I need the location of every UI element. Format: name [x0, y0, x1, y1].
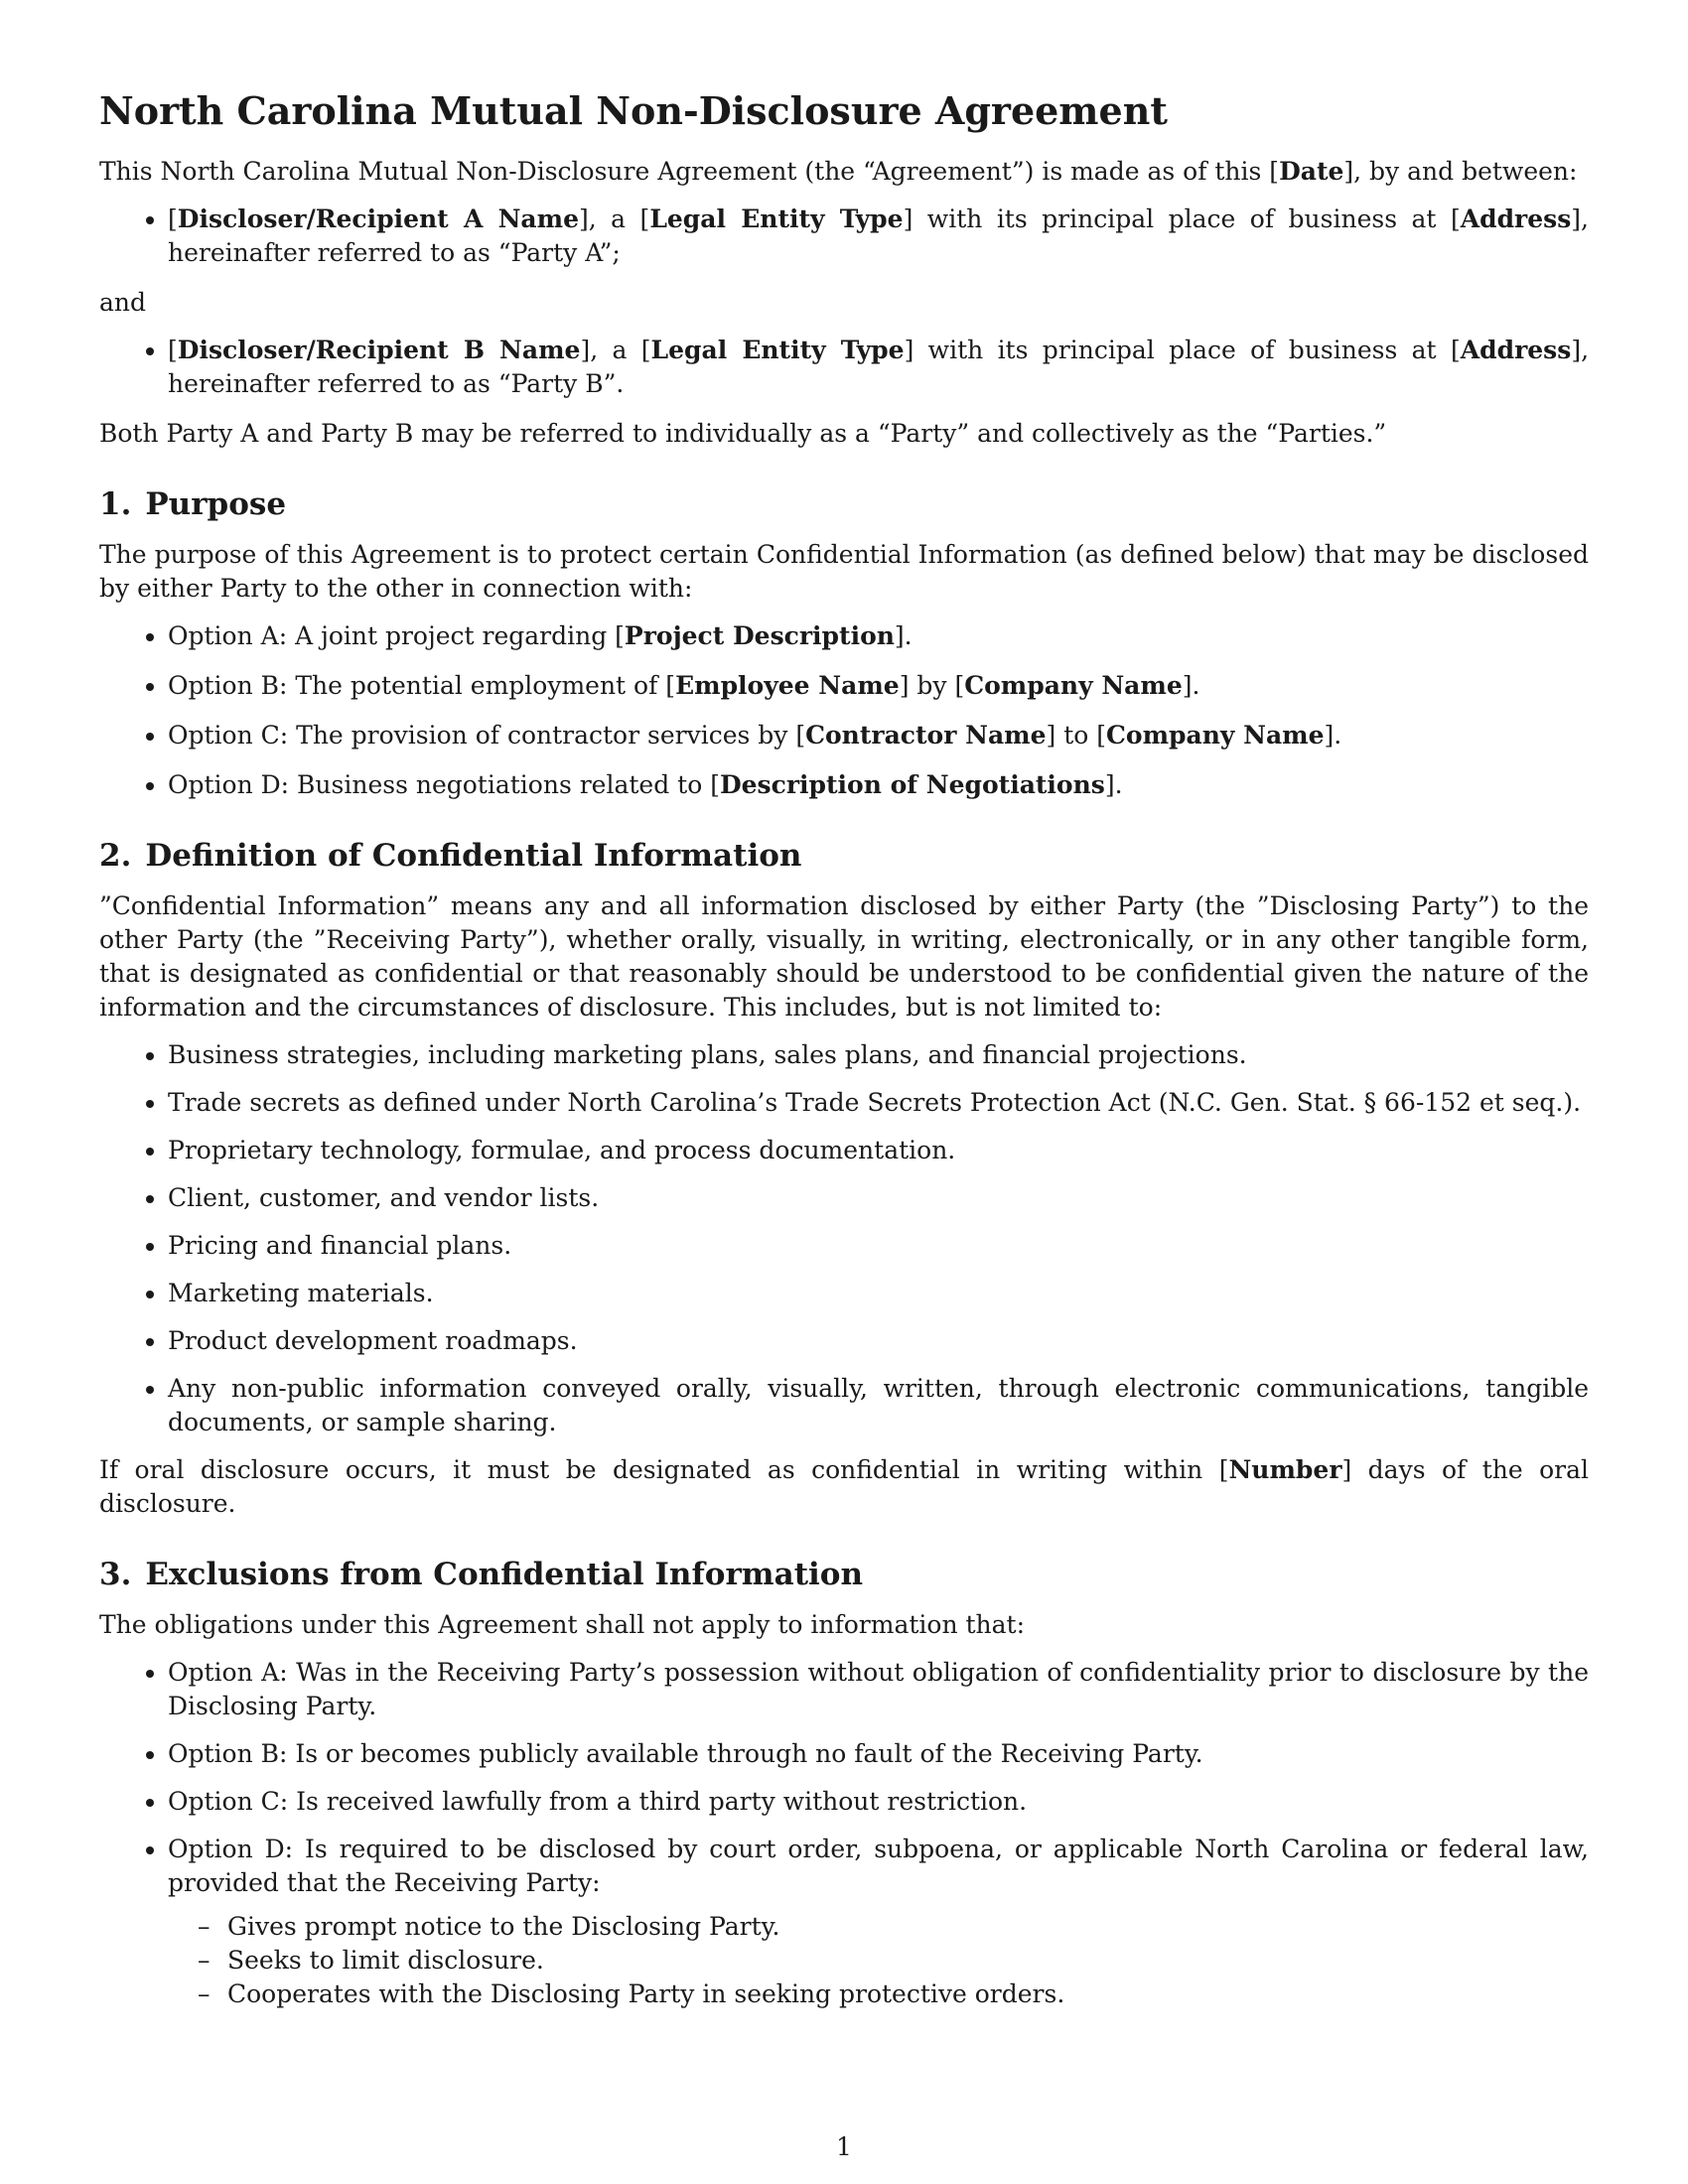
purpose-option-d: • Option D: Business negotiations related to [Description of Negotiations]. — [168, 768, 1589, 802]
list-item: • Option C: Is received lawfully from a third party without restriction. — [168, 1785, 1589, 1819]
party-b-address: Address — [1460, 336, 1572, 364]
oral-disclosure-paragraph: If oral disclosure occurs, it must be designated as confidential in writing within [Number] days of the oral disclosure. — [99, 1455, 1589, 1518]
purpose-option-a: • Option A: A joint project regarding [Project Description]. — [168, 619, 1589, 653]
section-3-heading: 3. Exclusions from Confidential Information — [99, 1557, 864, 1592]
document-title: North Carolina Mutual Non-Disclosure Agreement — [99, 88, 1168, 133]
list-item: • Option B: Is or becomes publicly available through no fault of the Receiving Party. — [168, 1737, 1589, 1771]
list-item: • Trade secrets as defined under North Carolina’s Trade Secrets Protection Act (N.C. Gen. Stat. § 66-152 et seq.). — [168, 1086, 1589, 1120]
party-b-entity: Legal Entity Type — [650, 336, 905, 364]
section-1-options — [99, 619, 1589, 802]
section-2-heading: 2. Definition of Confidential Information — [99, 838, 802, 874]
list-item: • Option D: Is required to be disclosed by court order, subpoena, or applicable North Carolina or federal law, provided that the Receiving Party: – Gives prompt notice to the Disclosing Party. – Seeks to limit disclosure. – Cooperates with the Disclosing Party in seeking protective orders. — [168, 1833, 1589, 2011]
list-item: • Any non-public information conveyed orally, visually, written, through electronic communications, tangible documents, or sample sharing. — [168, 1372, 1589, 1439]
party-a-entity: Legal Entity Type — [649, 205, 904, 233]
and-text: and — [99, 288, 147, 317]
sub-list-item: – Cooperates with the Disclosing Party in seeking protective orders. — [227, 1978, 1589, 2011]
party-a-item: • [Discloser/Recipient A Name], a [Legal Entity Type] with its principal place of business at [Address], hereinafter referred to as “Party A”; — [168, 203, 1589, 270]
party-a-address: Address — [1460, 205, 1572, 233]
section-3-text: The obligations under this Agreement shall not apply to information that: — [99, 1610, 1026, 1639]
page-number: 1 — [836, 2132, 852, 2161]
party-b-name: Discloser/Recipient B Name — [177, 336, 581, 364]
list-item: • Product development roadmaps. — [168, 1324, 1589, 1358]
list-item: • Proprietary technology, formulae, and process documentation. — [168, 1134, 1589, 1167]
section-1-text: The purpose of this Agreement is to protect certain Confidential Information (as defined below) that may be disclosed by either Party to the other in connection with: — [99, 540, 1589, 603]
list-item: • Marketing materials. — [168, 1277, 1589, 1310]
sub-list-item: – Gives prompt notice to the Disclosing Party. — [227, 1910, 1589, 1944]
list-item: • Client, customer, and vendor lists. — [168, 1181, 1589, 1215]
both-parties-paragraph: Both Party A and Party B may be referred to individually as a “Party” and collectively as the “Parties.” — [99, 419, 1387, 448]
section-2-items — [99, 1038, 1589, 1439]
list-item: • Pricing and financial plans. — [168, 1229, 1589, 1263]
party-b-list — [99, 334, 1589, 401]
section-1-heading: 1. Purpose — [99, 486, 287, 522]
purpose-option-c: • Option C: The provision of contractor services by [Contractor Name] to [Company Name]. — [168, 719, 1589, 752]
intro-paragraph: This North Carolina Mutual Non-Disclosure Agreement (the “Agreement”) is made as of this [Date], by and between: — [99, 157, 1578, 186]
list-item: • Option A: Was in the Receiving Party’s possession without obligation of confidentiality prior to disclosure by the Disclosing Party. — [168, 1656, 1589, 1723]
number-placeholder: Number — [1228, 1455, 1342, 1484]
party-a-list — [99, 203, 1589, 270]
document-page — [99, 87, 1589, 2025]
list-item: • Business strategies, including marketing plans, sales plans, and financial projections. — [168, 1038, 1589, 1072]
sub-list-item: – Seeks to limit disclosure. — [227, 1944, 1589, 1978]
party-b-item: • [Discloser/Recipient B Name], a [Legal Entity Type] with its principal place of business at [Address], hereinafter referred to as “Party B”. — [168, 334, 1589, 401]
section-2-text: ”Confidential Information” means any and all information disclosed by either Party (the ”Disclosing Party”) to the other Party (the ”Receiving Party”), whether orally, visually, in writing, electronically, or in any other tangible form, that is designated as confidential or that reasonably should be understood to be confidential given the nature of the information and the circumstances of disclosure. This includes, but is not limited to: — [99, 891, 1589, 1022]
date-placeholder: Date — [1279, 157, 1344, 186]
section-3-items — [99, 1656, 1589, 2011]
party-a-name: Discloser/Recipient A Name — [177, 205, 579, 233]
purpose-option-b: • Option B: The potential employment of [Employee Name] by [Company Name]. — [168, 669, 1589, 703]
exclusion-sub-list — [168, 1910, 1589, 2011]
